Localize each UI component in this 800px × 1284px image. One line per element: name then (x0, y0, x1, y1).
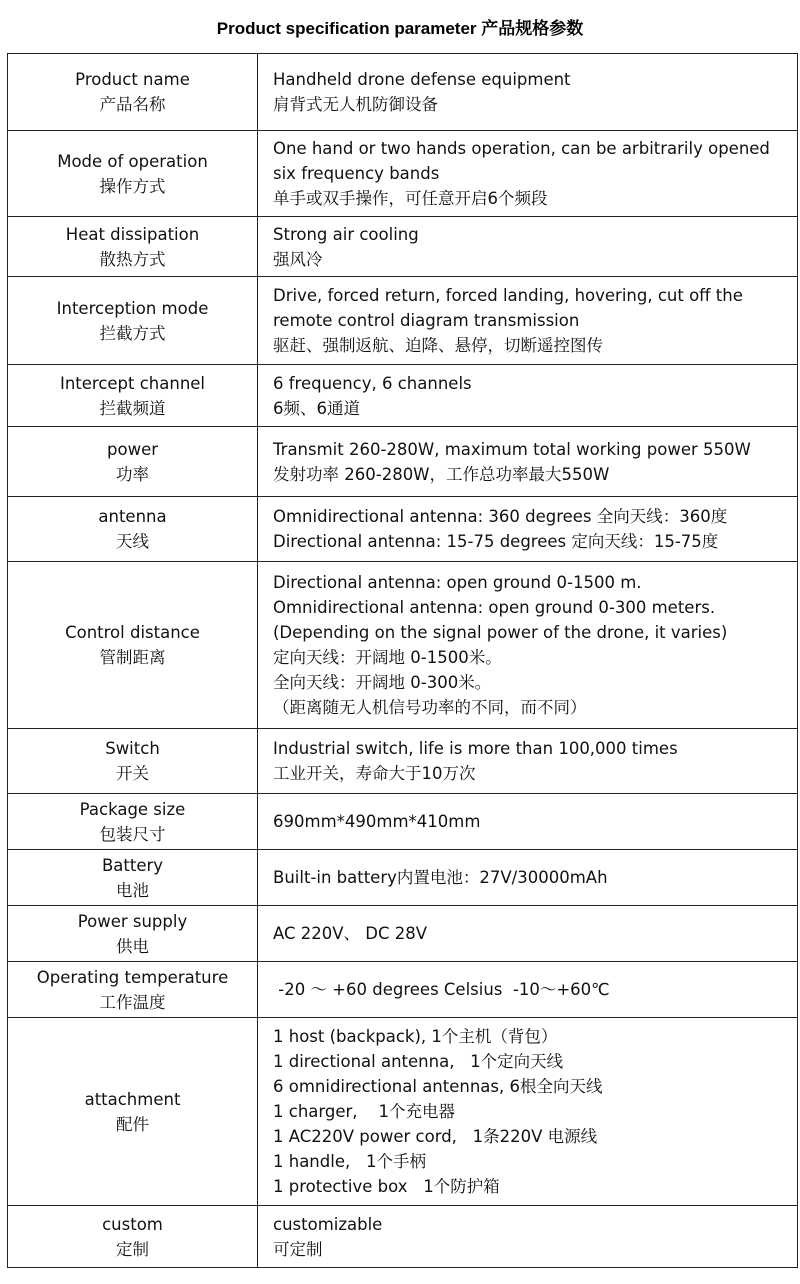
table-row (8, 850, 798, 906)
value-line: Built-in battery内置电池：27V/30000mAh (273, 868, 608, 887)
label-en: Operating temperature (36, 967, 229, 987)
row-label (8, 962, 258, 1018)
label-cn: 功率 (116, 464, 149, 484)
table-row (8, 427, 798, 497)
row-value (258, 906, 798, 962)
label-en: antenna (98, 507, 167, 526)
table-row (8, 131, 798, 217)
row-value (258, 794, 798, 850)
row-value (258, 562, 798, 729)
value-line: (Depending on the signal power of the drone, it varies) (273, 623, 728, 642)
row-value (258, 962, 798, 1018)
value-line: Omnidirectional antenna: open ground 0-300 meters. (273, 598, 716, 617)
label-en: Heat dissipation (65, 224, 200, 244)
value-line: 1 protective box 1个防护箱 (273, 1177, 500, 1196)
value-line: Strong air cooling (273, 224, 419, 244)
table-row (8, 365, 798, 427)
value-line: 1 directional antenna, 1个定向天线 (273, 1052, 564, 1071)
label-cn: 供电 (116, 936, 149, 956)
value-line: 1 host (backpack), 1个主机（背包） (273, 1027, 558, 1046)
row-value (258, 497, 798, 562)
value-line: 6 frequency, 6 channels (273, 373, 472, 393)
label-en: attachment (84, 1089, 181, 1109)
spec-table (7, 53, 798, 1268)
label-cn: 散热方式 (99, 249, 166, 269)
label-cn: 工作温度 (99, 992, 166, 1012)
label-en: Package size (79, 799, 186, 819)
label-en: Interception mode (56, 298, 209, 318)
label-en: Power supply (77, 911, 188, 931)
value-line: Handheld drone defense equipment (273, 70, 571, 89)
value-line: 1 handle, 1个手柄 (273, 1152, 426, 1171)
value-line: 定向天线：开阔地 0-1500米。 (273, 648, 502, 667)
row-value (258, 1018, 798, 1206)
table-row (8, 794, 798, 850)
value-line: Omnidirectional antenna: 360 degrees 全向天线：360度 (273, 507, 728, 526)
row-value (258, 365, 798, 427)
label-cn: 开关 (116, 764, 149, 783)
row-label (8, 131, 258, 217)
table-row (8, 729, 798, 794)
label-en: Intercept channel (59, 373, 206, 393)
row-label (8, 1018, 258, 1206)
table-row (8, 962, 798, 1018)
table-row (8, 562, 798, 729)
label-cn: 天线 (116, 532, 149, 551)
table-row (8, 906, 798, 962)
label-cn: 拦截频道 (99, 398, 166, 418)
row-label (8, 906, 258, 962)
value-line: 690mm*490mm*410mm (273, 812, 481, 831)
table-row (8, 217, 798, 277)
value-line: -20 ～ +60 degrees Celsius -10～+60℃ (273, 980, 610, 999)
table-row (8, 54, 798, 131)
table-row (8, 1206, 798, 1268)
label-en: Mode of operation (57, 151, 208, 171)
row-label (8, 562, 258, 729)
label-cn: 产品名称 (99, 95, 166, 114)
label-cn: 定制 (116, 1239, 149, 1259)
table-row (8, 497, 798, 562)
label-en: Product name (75, 70, 190, 89)
row-value (258, 217, 798, 277)
table-row (8, 1018, 798, 1206)
value-line: （距离随无人机信号功率的不同，而不同） (273, 698, 587, 717)
value-line: Industrial switch, life is more than 100,000 times (273, 739, 678, 758)
row-label (8, 427, 258, 497)
value-line: 全向天线：开阔地 0-300米。 (273, 673, 492, 692)
label-cn: 配件 (116, 1114, 149, 1134)
value-line: 肩背式无人机防御设备 (273, 95, 438, 114)
value-line: 可定制 (273, 1239, 323, 1259)
value-line: 1 AC220V power cord, 1条220V 电源线 (273, 1127, 598, 1146)
value-line: AC 220V、 DC 28V (273, 924, 428, 943)
label-en: power (107, 439, 158, 459)
value-line: 强风冷 (273, 249, 323, 269)
value-line: 单手或双手操作，可任意开启6个频段 (273, 189, 548, 208)
row-value (258, 1206, 798, 1268)
value-line: Drive, forced return, forced landing, hovering, cut off the remote control diagram transmission (273, 286, 743, 330)
row-label (8, 365, 258, 427)
label-en: Battery (101, 855, 164, 875)
value-line: 发射功率 260-280W，工作总功率最大550W (273, 464, 610, 484)
row-value (258, 850, 798, 906)
value-line: 驱赶、强制返航、迫降、悬停，切断遥控图传 (273, 336, 603, 355)
row-label (8, 794, 258, 850)
row-label (8, 729, 258, 794)
table-row (8, 277, 798, 365)
value-line: 6 omnidirectional antennas, 6根全向天线 (273, 1077, 603, 1096)
value-line: Directional antenna: 15-75 degrees 定向天线：15-75度 (273, 532, 719, 551)
row-value (258, 54, 798, 131)
row-label (8, 54, 258, 131)
value-line: Transmit 260-280W, maximum total working power 550W (273, 439, 751, 459)
row-value (258, 427, 798, 497)
value-line: 工业开关，寿命大于10万次 (273, 764, 476, 783)
row-label (8, 497, 258, 562)
row-label (8, 850, 258, 906)
value-line: customizable (273, 1214, 383, 1234)
row-label (8, 217, 258, 277)
value-line: One hand or two hands operation, can be arbitrarily opened six frequency bands (273, 139, 770, 183)
row-value (258, 131, 798, 217)
row-label (8, 1206, 258, 1268)
label-en: Control distance (65, 623, 200, 642)
row-label (8, 277, 258, 365)
label-cn: 管制距离 (99, 648, 166, 667)
label-cn: 操作方式 (99, 176, 166, 196)
label-cn: 包装尺寸 (99, 824, 166, 844)
page-title: Product specification parameter 产品规格参数 (216, 19, 584, 38)
label-cn: 拦截方式 (99, 323, 166, 343)
row-value (258, 729, 798, 794)
label-cn: 电池 (116, 880, 149, 900)
value-line: Directional antenna: open ground 0-1500 m. (273, 573, 642, 592)
value-line: 6频、6通道 (273, 398, 360, 418)
row-value (258, 277, 798, 365)
value-line: 1 charger, 1个充电器 (273, 1102, 456, 1121)
label-en: Switch (105, 739, 160, 758)
label-en: custom (102, 1214, 163, 1234)
